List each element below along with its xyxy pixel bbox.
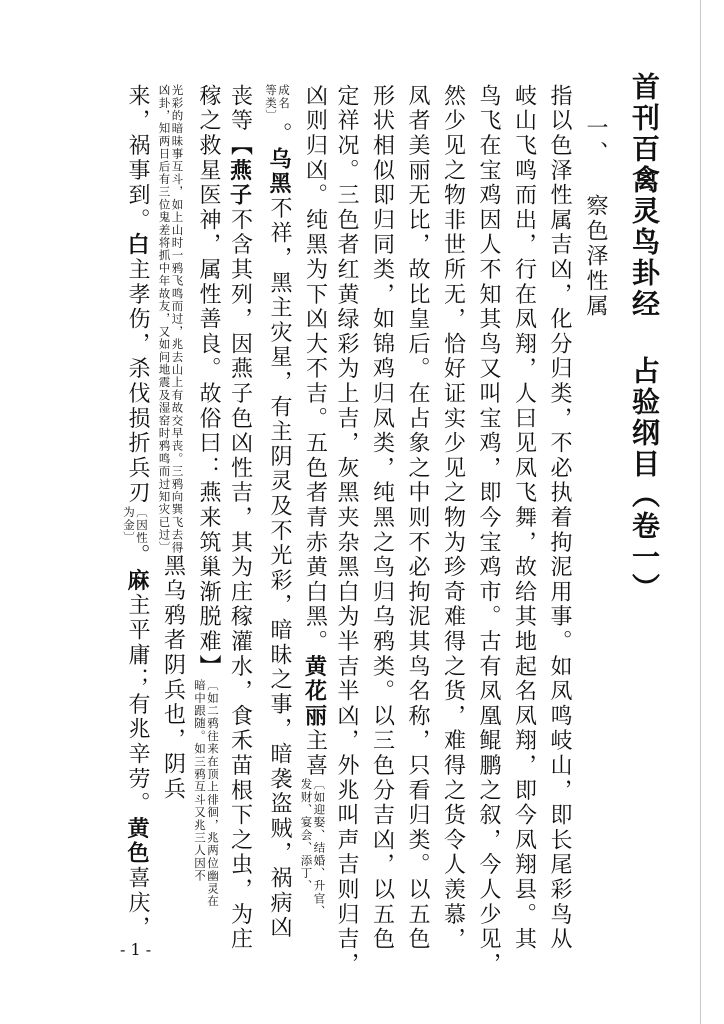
text-run: 不祥，黑主灾星，有主阴灵及不光彩，暗昧之事，暗袭盗贼，祸病凶 — [267, 196, 292, 941]
text-column — [122, 84, 148, 941]
inline-annotation: 〔如二鸦往来在顶上徘徊，兆两位幽灵在 暗中跟随。如三鸦互斗又兆三人因不 — [193, 679, 220, 908]
text-run: 喜庆， — [125, 866, 150, 941]
text-run: 丧等【 — [227, 84, 253, 159]
bold-term: 麻 — [124, 568, 150, 594]
text-column — [193, 84, 219, 908]
text-column — [226, 84, 253, 953]
text-run: 凤者美丽无比，故比皇后。在占象之中则不必拘泥其鸟名称，只看归类。以五色 — [405, 84, 430, 952]
section-heading: 一、 察色泽性属 — [583, 116, 608, 319]
text-run: 不含其列，因燕子色凶性吉，其为庄稼灌水，食禾苗根下之虫，为庄 — [227, 208, 253, 953]
inline-annotation: 成名 等类〕 — [264, 84, 291, 123]
text-run: 岐山飞鸣而出，行在凤翔，人曰见凤飞舞，故给其地起名凤翔，即今凤翔县。其 — [511, 84, 537, 952]
bold-term: 白 — [124, 232, 150, 258]
text-run: 凶则归凶。纯黑为下凶大不吉。五色者青赤黄白黑。 — [302, 84, 328, 655]
text-run: 定祥况。三色者红黄绿彩为上吉，灰黑夹杂黑白为半吉半凶，外兆叫声吉则归吉， — [334, 84, 359, 977]
text-column — [335, 84, 357, 977]
text-run: 来，祸事到。 — [125, 84, 150, 233]
bold-term: 燕子 — [226, 158, 253, 209]
inline-annotation: 〔因性 为金〕 — [122, 505, 149, 544]
text-run: 主孝伤，杀伐损折兵刃 — [125, 257, 150, 506]
text-run: 指以色泽性属吉凶，化分归类，不必执着拘泥用事。如凤鸣岐山，即长尾彩鸟从 — [547, 84, 572, 952]
text-column — [300, 84, 326, 918]
text-run: 。 — [267, 122, 292, 147]
bold-term: 乌黑 — [266, 146, 292, 197]
bold-term: 黄花丽 — [301, 654, 328, 729]
inline-annotation: 光彩的暗昧事互斗，如上山时一鸦飞鸣而过，兆去山上有故交早丧。三鸦向巽飞去得 凶卦，知两日后有三位鬼差将抓中年故友，又如问地震及湿窑时鸦鸣而过知灾已过〕 — [157, 84, 185, 554]
page-edge-rule — [700, 0, 701, 1024]
text-column — [477, 84, 499, 977]
text-column — [264, 84, 290, 941]
text-run: 主喜 — [302, 728, 328, 779]
text-run: 。 — [125, 543, 150, 569]
text-run: 然少见之物非世所无，恰好证实少见之物为珍奇难得之货，难得之货令人羡慕， — [440, 84, 466, 952]
inline-annotation: 〔如迎娶、结婚、升官、 发财、宴会、添丁、 — [299, 778, 327, 919]
text-run: 形状相似即归同类，如锦鸡归凤类，纯黑之鸟归乌鸦类。以三色分吉凶，以五色 — [369, 84, 395, 952]
text-run: 黑乌鸦者阴兵也，阴兵 — [160, 553, 186, 802]
page-number: - 1 - — [120, 940, 152, 959]
text-run: 稼之救星医神，属性善良。故俗曰：燕来筑巢渐脱难】 — [196, 84, 221, 680]
text-column — [548, 84, 570, 952]
text-column — [442, 84, 464, 952]
bold-term: 黄色 — [124, 816, 150, 867]
text-column — [371, 84, 393, 952]
text-run: 主平庸；有兆辛劳。 — [125, 593, 150, 817]
text-run: 鸟飞在宝鸡因人不知其鸟又叫宝鸡，即今宝鸡市。古有凤凰鲲鹏之叙，今人少见， — [476, 84, 501, 977]
text-column — [406, 84, 428, 952]
text-column — [513, 84, 535, 952]
text-column — [158, 84, 184, 802]
book-title: 首刊百禽灵鸟卦经 占验纲目（卷一） — [628, 72, 661, 604]
